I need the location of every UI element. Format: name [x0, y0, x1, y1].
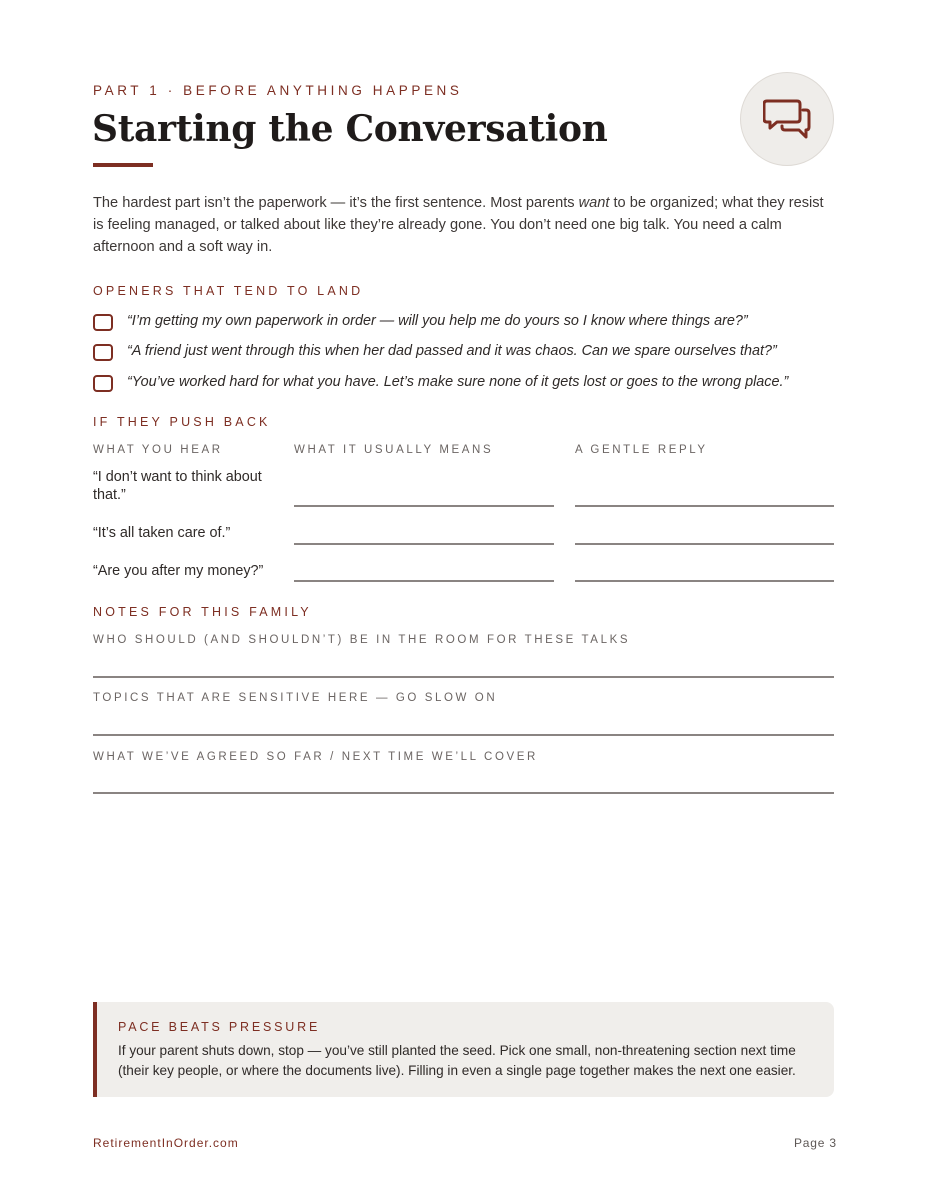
- reply-answer-line[interactable]: [575, 580, 834, 582]
- note-answer-line[interactable]: [93, 734, 834, 736]
- opener-text: “A friend just went through this when her dad passed and it was chaos. Can we spare ourselves that?”: [127, 343, 777, 359]
- title-underline: [93, 163, 153, 167]
- meaning-answer-line[interactable]: [294, 543, 554, 545]
- reply-answer-line[interactable]: [575, 505, 834, 507]
- pushback-phrase: “It’s all taken care of.”: [93, 525, 231, 541]
- page-title: Starting the Conversation: [92, 108, 608, 150]
- intro-paragraph: [93, 192, 833, 258]
- callout-text: If your parent shuts down, stop — you’ve still planted the seed. Pick one small, non-threatening section next time (their key people, or where the documents live). Filling in even a single page together makes the next one easier.: [118, 1043, 796, 1078]
- note-answer-line[interactable]: [93, 676, 834, 678]
- notes-heading: NOTES FOR THIS FAMILY: [93, 605, 312, 619]
- opener-checkbox[interactable]: [93, 344, 113, 361]
- tip-callout: [93, 1002, 834, 1097]
- meaning-answer-line[interactable]: [294, 580, 554, 582]
- meaning-answer-line[interactable]: [294, 505, 554, 507]
- pushback-heading: IF THEY PUSH BACK: [93, 415, 271, 429]
- column-header-what-it-means: WHAT IT USUALLY MEANS: [294, 444, 494, 456]
- note-answer-line[interactable]: [93, 792, 834, 794]
- openers-heading: OPENERS THAT TEND TO LAND: [93, 284, 364, 298]
- pushback-phrase: “Are you after my money?”: [93, 563, 264, 579]
- column-header-gentle-reply: A GENTLE REPLY: [575, 444, 708, 456]
- opener-text: “You’ve worked hard for what you have. Let’s make sure none of it gets lost or goes to the wrong place.”: [127, 374, 789, 390]
- note-field-label: TOPICS THAT ARE SENSITIVE HERE — GO SLOW ON: [93, 692, 498, 704]
- pushback-phrase: “I don’t want to think about that.”: [93, 469, 262, 503]
- note-field-label: WHAT WE’VE AGREED SO FAR / NEXT TIME WE’LL COVER: [93, 751, 538, 763]
- note-field-label: WHO SHOULD (AND SHOULDN’T) BE IN THE ROOM FOR THESE TALKS: [93, 634, 631, 646]
- opener-text: “I’m getting my own paperwork in order — will you help me do yours so I know where things are?”: [127, 313, 748, 329]
- opener-checkbox[interactable]: [93, 375, 113, 392]
- intro-text-end: to be organized; what they resist is feeling managed, or talked about like they’re already gone. You don’t need one big talk. You need a calm afternoon and a soft way in.: [93, 195, 824, 255]
- opener-checkbox[interactable]: [93, 314, 113, 331]
- chat-bubbles-icon: [763, 97, 813, 143]
- callout-title: PACE BEATS PRESSURE: [118, 1020, 321, 1034]
- reply-answer-line[interactable]: [575, 543, 834, 545]
- intro-emphasis: want: [578, 195, 610, 211]
- section-eyebrow: PART 1 · BEFORE ANYTHING HAPPENS: [93, 83, 463, 98]
- header-badge: [740, 72, 834, 166]
- intro-text-start: The hardest part isn’t the paperwork — it’s the first sentence. Most parents: [93, 195, 579, 211]
- column-header-what-you-hear: WHAT YOU HEAR: [93, 444, 223, 456]
- footer-site: RetirementInOrder.com: [93, 1136, 239, 1150]
- footer-page-number: Page 3: [794, 1136, 837, 1150]
